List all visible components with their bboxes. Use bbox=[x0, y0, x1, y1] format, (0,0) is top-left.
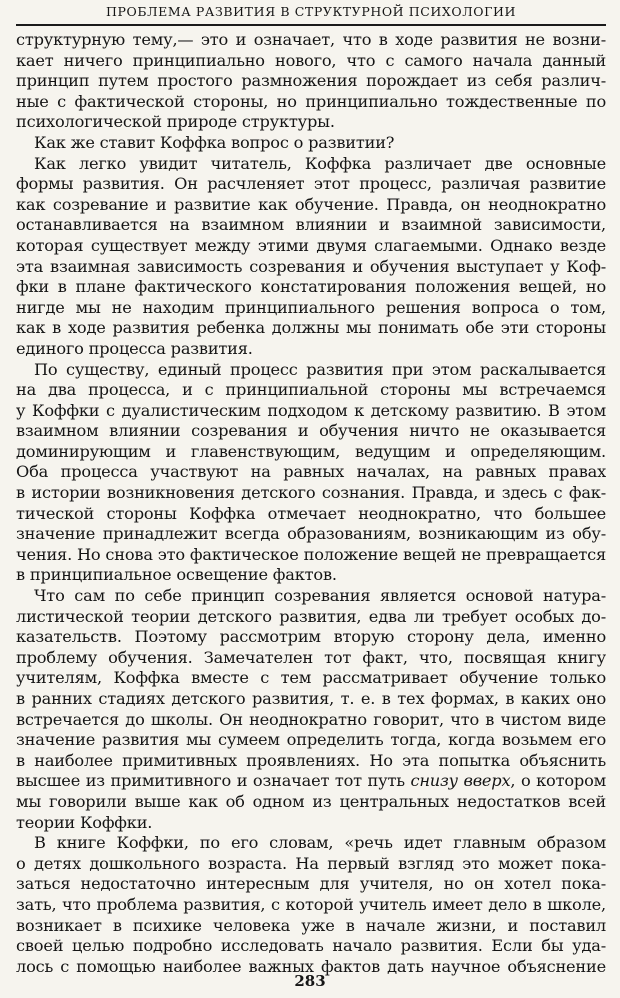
text-line: которая существует между этими двумя слагаемыми. Однако везде bbox=[16, 235, 606, 255]
text-line: В книге Коффки, по его словам, «речь идет главным образом bbox=[34, 833, 606, 853]
paragraph bbox=[16, 833, 606, 977]
text-line: фки в плане фактического констатирования положения вещей, но bbox=[16, 277, 606, 297]
text-line: По существу, единый процесс развития при этом раскалывается bbox=[34, 359, 606, 379]
text-line: нигде мы не находим принципиального решения вопроса о том, bbox=[16, 297, 606, 317]
text-line: эта взаимная зависимость созревания и обучения выступает у Коф- bbox=[16, 256, 606, 276]
text-line: о детях дошкольного возраста. На первый взгляд это может пока- bbox=[16, 853, 606, 873]
text-line: в наиболее примитивных проявлениях. Но эта попытка объяснить bbox=[16, 750, 606, 770]
text-line: Как легко увидит читатель, Коффка различает две основные bbox=[34, 153, 606, 173]
text-line: значение принадлежит всегда образованиям, возникающим из обу- bbox=[16, 524, 606, 544]
emphasized-phrase: снизу вверх bbox=[410, 771, 511, 791]
paragraph bbox=[16, 360, 606, 587]
text-line: Оба процесса участвуют на равных началах, на равных правах bbox=[16, 462, 606, 482]
text-run: высшее из примитивного и означает тот путь bbox=[16, 771, 411, 791]
paragraph bbox=[16, 586, 606, 833]
text-line-with-emphasis bbox=[16, 771, 606, 792]
paragraph bbox=[16, 30, 606, 133]
text-line: структурную тему,— это и означает, что в ходе развития не возни- bbox=[16, 30, 606, 49]
text-line: тической стороны Коффка отмечает неоднократно, что большее bbox=[16, 503, 606, 523]
running-header: ПРОБЛЕМА РАЗВИТИЯ В СТРУКТУРНОЙ ПСИХОЛОГИИ bbox=[16, 0, 606, 26]
text-line: взаимном влиянии созревания и обучения ничто не оказывается bbox=[16, 421, 606, 441]
text-line: лось с помощью наиболее важных фактов дать научное объяснение bbox=[16, 956, 606, 976]
paragraph bbox=[16, 133, 606, 154]
text-line: формы развития. Он расчленяет этот процесс, различая развитие bbox=[16, 174, 606, 194]
text-line: мы говорили выше как об одном из центральных недостатков всей bbox=[16, 791, 606, 811]
paragraph bbox=[16, 154, 606, 360]
text-line: листической теории детского развития, едва ли требует особых до- bbox=[16, 606, 606, 626]
page-number: 283 bbox=[294, 972, 326, 990]
text-line: зать, что проблема развития, с которой учитель имеет дело в школе, bbox=[16, 894, 606, 914]
text-line: своей целью подробно исследовать начало развития. Если бы уда- bbox=[16, 936, 606, 956]
text-line: заться недостаточно интересным для учителя, но он хотел пока- bbox=[16, 874, 606, 894]
text-line: проблему обучения. Замечателен тот факт, что, посвящая книгу bbox=[16, 647, 606, 667]
text-line: учителям, Коффка вместе с тем рассматривает обучение только bbox=[16, 668, 606, 688]
text-line: возникает в психике человека уже в начале жизни, и поставил bbox=[16, 915, 606, 935]
text-line: ные с фактической стороны, но принципиально тождественные по bbox=[16, 91, 606, 111]
text-line: значение развития мы сумеем определить тогда, когда возьмем его bbox=[16, 730, 606, 750]
text-run: , о котором bbox=[510, 771, 606, 791]
text-line: как созревание и развитие как обучение. Правда, он неоднократно bbox=[16, 194, 606, 214]
text-line: психологической природе структуры. bbox=[16, 112, 335, 132]
text-line: встречается до школы. Он неоднократно говорит, что в чистом виде bbox=[16, 709, 606, 729]
text-line: как в ходе развития ребенка должны мы понимать обе эти стороны bbox=[16, 318, 606, 338]
text-line: у Коффки с дуалистическим подходом к детскому развитию. В этом bbox=[16, 400, 606, 420]
text-line: Как же ставит Коффка вопрос о развитии? bbox=[34, 132, 395, 152]
text-line: в принципиальное освещение фактов. bbox=[16, 565, 337, 585]
text-line: кает ничего принципиально нового, что с самого начала данный bbox=[16, 50, 606, 70]
text-line: в ранних стадиях детского развития, т. е. в тех формах, в каких оно bbox=[16, 689, 606, 708]
text-line: на два процесса, и с принципиальной стороны мы встречаемся bbox=[16, 380, 606, 400]
text-line: единого процесса развития. bbox=[16, 338, 253, 358]
text-line: доминирующим и главенствующим, ведущим и определяющим. bbox=[16, 441, 606, 461]
text-line: в истории возникновения детского сознания. Правда, и здесь с фак- bbox=[16, 483, 606, 503]
text-line: принцип путем простого размножения порождает из себя различ- bbox=[16, 71, 606, 91]
text-line: Что сам по себе принцип созревания является основой натура- bbox=[34, 586, 606, 606]
text-line: казательств. Поэтому рассмотрим вторую сторону дела, именно bbox=[16, 627, 606, 647]
text-line: теории Коффки. bbox=[16, 812, 153, 832]
body-text bbox=[16, 30, 606, 977]
text-line: чения. Но снова это фактическое положение вещей не превращается bbox=[16, 544, 606, 564]
text-line: останавливается на взаимном влиянии и взаимной зависимости, bbox=[16, 215, 606, 235]
